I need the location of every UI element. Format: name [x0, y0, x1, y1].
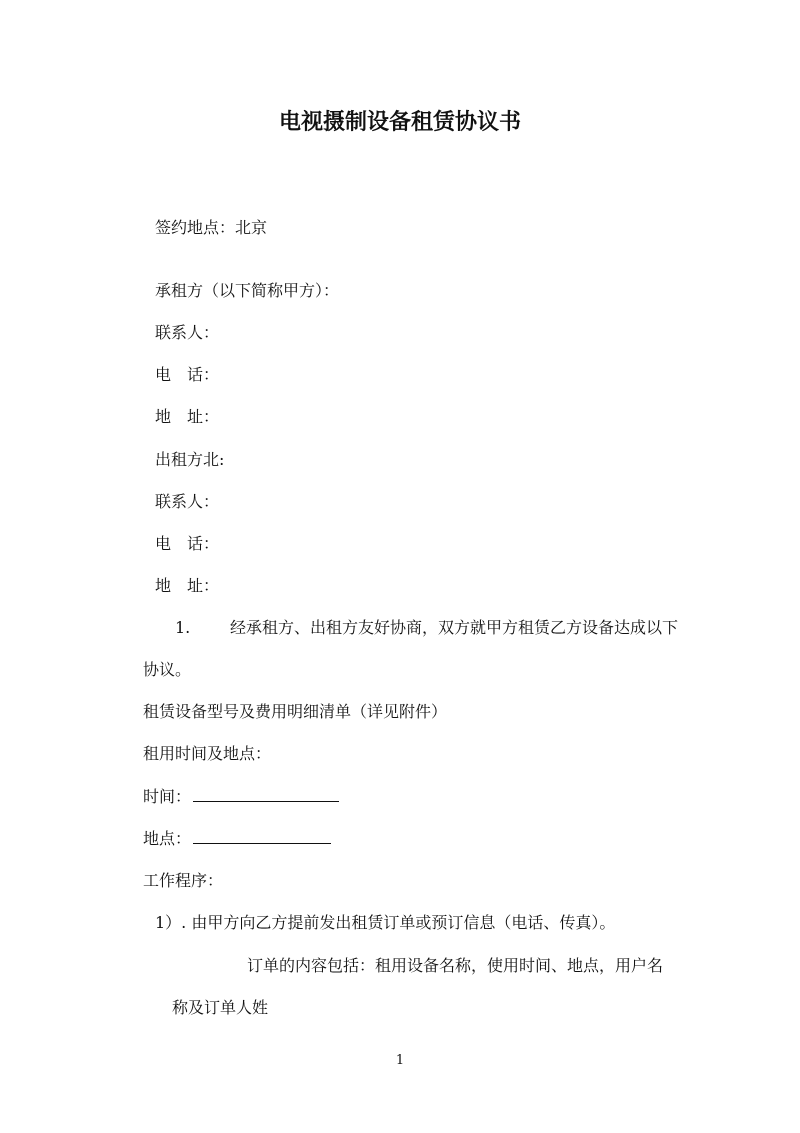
signing-place: 签约地点：北京 — [155, 218, 268, 237]
lessor-contact: 联系人： — [155, 492, 220, 511]
clause-1-text-cont: 协议。 — [143, 660, 192, 679]
page-number: 1 — [395, 1053, 405, 1068]
lessee-phone: 电 话： — [155, 365, 220, 384]
procedure-step-1: 1）. 由甲方向乙方提前发出租赁订单或预订信息（电话、传真）。 — [155, 913, 616, 932]
equipment-list-line: 租赁设备型号及费用明细清单（详见附件） — [143, 702, 448, 721]
time-blank-line — [193, 787, 339, 802]
lessee-contact: 联系人： — [155, 323, 220, 342]
procedure-heading: 工作程序： — [143, 871, 224, 890]
document-title: 电视摄制设备租赁协议书 — [278, 109, 521, 135]
time-field — [143, 787, 339, 807]
place-field — [143, 829, 331, 849]
time-label: 时间： — [143, 787, 192, 806]
time-place-heading: 租用时间及地点： — [143, 744, 272, 763]
order-contents-cont: 称及订单人姓 — [172, 998, 269, 1017]
order-contents: 订单的内容包括：租用设备名称，使用时间、地点，用户名 — [247, 956, 664, 975]
clause-1-number: 1. — [175, 618, 191, 637]
lessee-address: 地 址： — [155, 407, 220, 426]
lessee-heading: 承租方（以下简称甲方）： — [155, 281, 340, 300]
lessor-address: 地 址： — [155, 576, 220, 595]
place-blank-line — [193, 829, 331, 844]
place-label: 地点： — [143, 829, 192, 848]
clause-1-text: 经承租方、出租方友好协商，双方就甲方租赁乙方设备达成以下 — [230, 618, 679, 637]
lessor-heading: 出租方北: — [155, 450, 225, 469]
lessor-phone: 电 话： — [155, 534, 220, 553]
